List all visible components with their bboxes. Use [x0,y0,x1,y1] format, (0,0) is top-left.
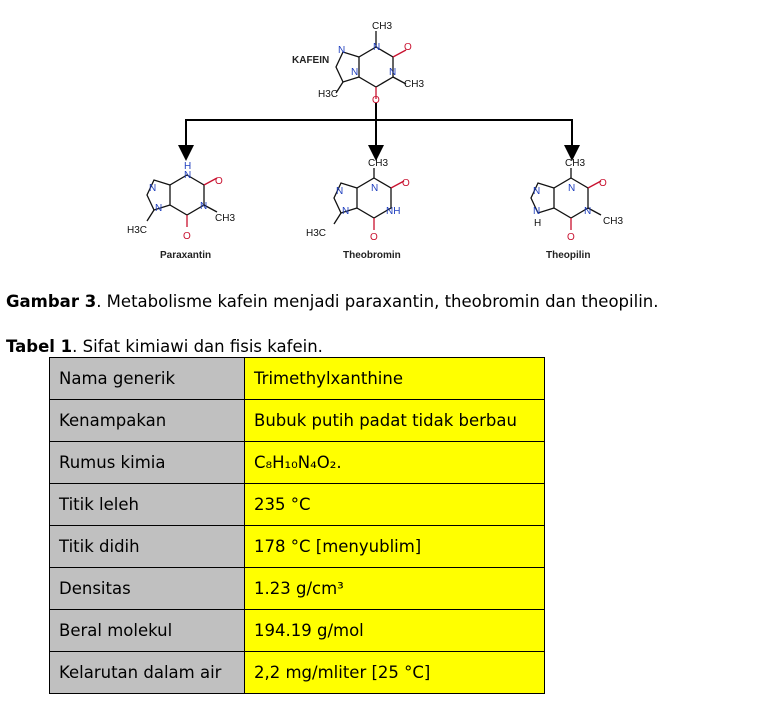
table-row [50,526,545,568]
table-row [50,400,545,442]
paraxantin-label: Paraxantin [160,250,212,261]
h3c-label: H3C [306,228,327,239]
metabolism-arrows [186,103,572,153]
o-label: O [215,176,223,187]
theopilin-label: Theopilin [546,250,591,261]
value-cell: 2,2 mg/mliter [25 °C] [245,652,545,694]
value-cell: 1.23 g/cm³ [245,568,545,610]
ch3-label: CH3 [565,158,586,169]
figure-caption [6,292,658,311]
table-row [50,652,545,694]
caffeine-properties-table [49,357,545,694]
value-cell: 235 °C [245,484,545,526]
value-cell: C₈H₁₀N₄O₂. [245,442,545,484]
ch3-label: CH3 [404,79,425,90]
n-label: N [184,170,192,181]
n-label: N [533,206,541,217]
n-label: N [338,45,346,56]
n-label: N [351,67,359,78]
property-cell: Beral molekul [50,610,245,652]
property-cell: Titik didih [50,526,245,568]
n-label: N [342,206,350,217]
value-cell: 194.19 g/mol [245,610,545,652]
caffeine-molecule [318,21,424,106]
h3c-label: H3C [127,225,148,236]
table-row [50,442,545,484]
table-row [50,484,545,526]
n-label: N [389,67,397,78]
value-cell: 178 °C [menyublim] [245,526,545,568]
o-label: O [372,95,380,106]
figure-caption-label: Gambar 3 [6,292,97,311]
table-caption-label: Tabel 1 [6,337,73,356]
h3c-label: H3C [318,89,339,100]
ch3-label: CH3 [603,216,624,227]
table-caption [6,337,323,356]
theopilin-molecule [531,158,623,243]
property-cell: Titik leleh [50,484,245,526]
property-cell: Kelarutan dalam air [50,652,245,694]
property-cell: Nama generik [50,358,245,400]
figure-caption-text: . Metabolisme kafein menjadi paraxantin, theobromin dan theopilin. [96,292,659,311]
n-label: N [371,183,379,194]
paraxantin-molecule [127,161,235,242]
ch3-label: CH3 [215,213,236,224]
n-label: N [584,206,592,217]
ch3-label: CH3 [372,21,393,32]
property-cell: Rumus kimia [50,442,245,484]
n-label: N [568,183,576,194]
o-label: O [402,178,410,189]
o-label: O [404,42,412,53]
n-label: N [336,186,344,197]
n-label: N [200,201,208,212]
n-label: N [155,203,163,214]
table-caption-text: . Sifat kimiawi dan fisis kafein. [72,337,323,356]
o-label: O [183,231,191,242]
h-label: H [184,161,192,172]
table-row [50,568,545,610]
h-label: H [534,218,542,229]
nh-label: NH [386,206,401,217]
o-label: O [370,232,378,243]
theobromin-label: Theobromin [343,250,401,261]
o-label: O [567,232,575,243]
kafein-label: KAFEIN [292,55,330,66]
ch3-label: CH3 [368,158,389,169]
table-row [50,358,545,400]
property-cell: Densitas [50,568,245,610]
table-row [50,610,545,652]
value-cell: Trimethylxanthine [245,358,545,400]
n-label: N [149,183,157,194]
n-label: N [373,42,381,53]
n-label: N [533,186,541,197]
value-cell: Bubuk putih padat tidak berbau [245,400,545,442]
metabolism-diagram [0,0,765,270]
o-label: O [599,178,607,189]
theobromin-molecule [306,158,410,243]
property-cell: Kenampakan [50,400,245,442]
